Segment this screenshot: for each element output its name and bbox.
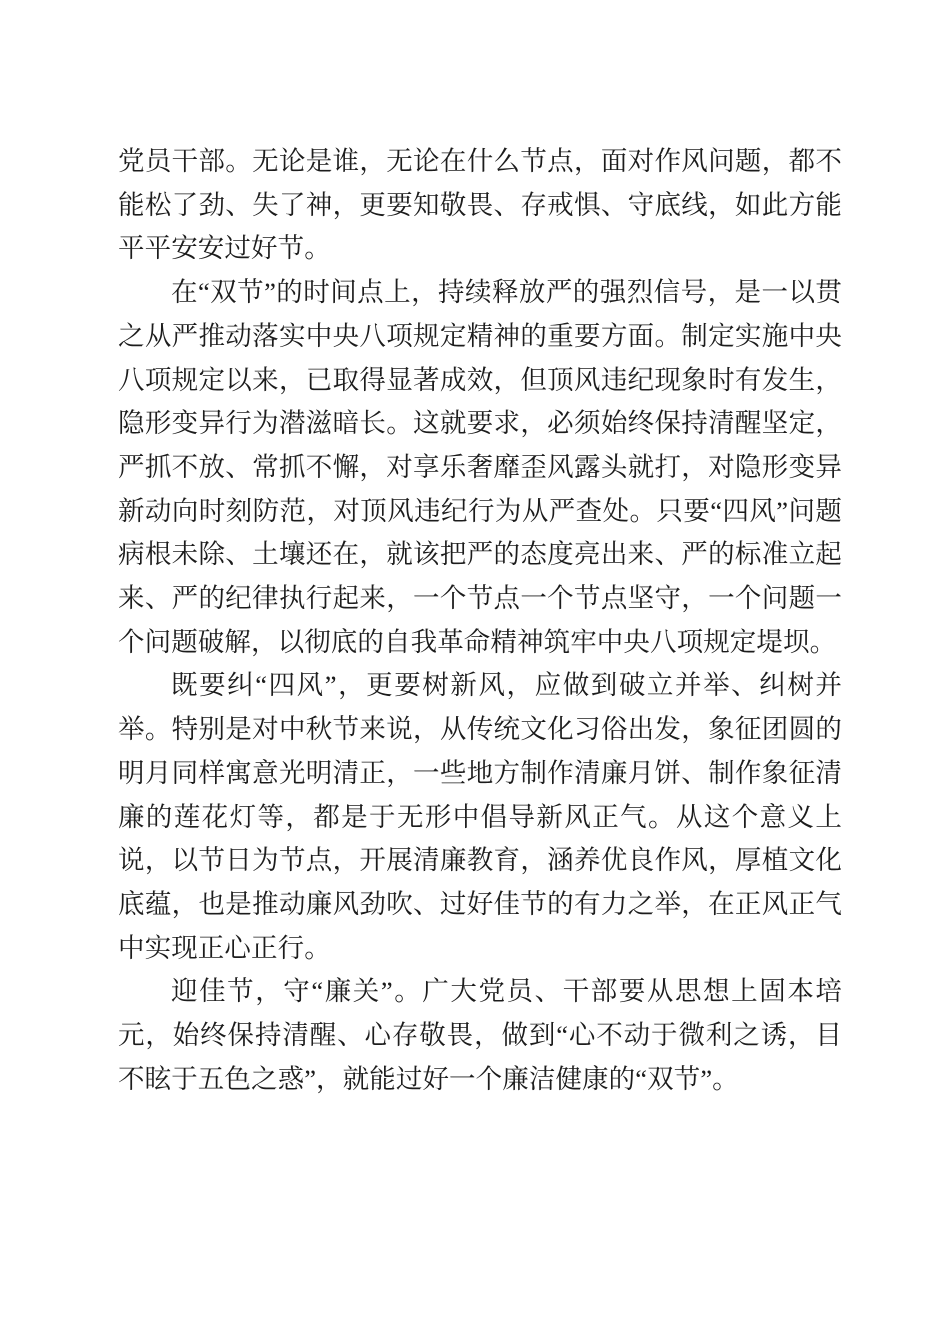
- paragraph-4: 迎佳节，守“廉关”。广大党员、干部要从思想上固本培元，始终保持清醒、心存敬畏，做到“心不动于微利之诱，目不眩于五色之惑”，就能过好一个廉洁健康的“双节”。: [118, 976, 842, 1094]
- document-text-block: [118, 140, 842, 1101]
- paragraph-1: 党员干部。无论是谁，无论在什么节点，面对作风问题，都不能松了劲、失了神，更要知敬畏、存戒惧、守底线，如此方能平平安安过好节。: [118, 146, 842, 264]
- paragraph-3: 既要纠“四风”，更要树新风，应做到破立并举、纠树并举。特别是对中秋节来说，从传统文化习俗出发，象征团圆的明月同样寓意光明清正，一些地方制作清廉月饼、制作象征清廉的莲花灯等，都是于无形中倡导新风正气。从这个意义上说，以节日为节点，开展清廉教育，涵养优良作风，厚植文化底蕴，也是推动廉风劲吹、过好佳节的有力之举，在正风正气中实现正心正行。: [118, 670, 842, 963]
- paragraph-2: 在“双节”的时间点上，持续释放严的强烈信号，是一以贯之从严推动落实中央八项规定精神的重要方面。制定实施中央八项规定以来，已取得显著成效，但顶风违纪现象时有发生，隐形变异行为潜滋暗长。这就要求，必须始终保持清醒坚定，严抓不放、常抓不懈，对享乐奢靡歪风露头就打，对隐形变异新动向时刻防范，对顶风违纪行为从严查处。只要“四风”问题病根未除、土壤还在，就该把严的态度亮出来、严的标准立起来、严的纪律执行起来，一个节点一个节点坚守，一个问题一个问题破解，以彻底的自我革命精神筑牢中央八项规定堤坝。: [118, 277, 842, 657]
